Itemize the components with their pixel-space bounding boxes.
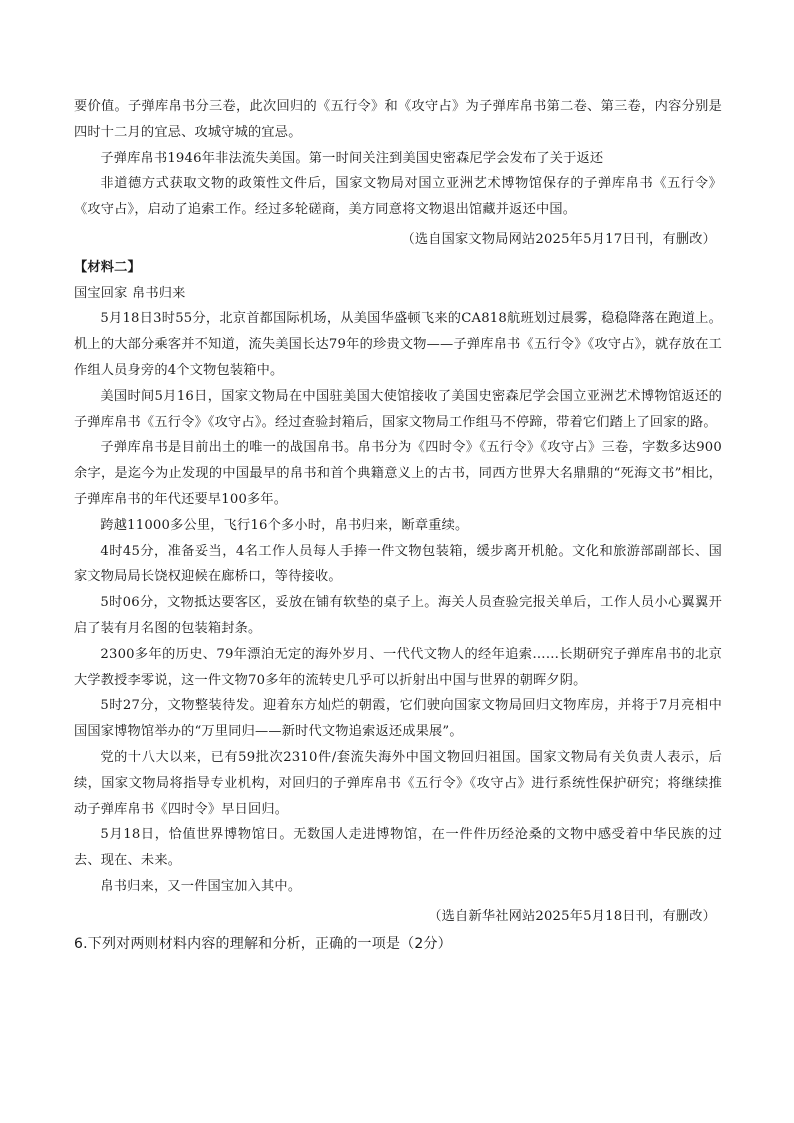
material1-paragraph-2: 子弹库帛书1946年非法流失美国。第一时间关注到美国史密森尼学会发布了关于返还 (100, 150, 604, 166)
material2-paragraph: 子弹库帛书是目前出土的唯一的战国帛书。帛书分为《四时令》《五行令》《攻守占》三卷，字数多达900余字，是迄今为止发现的中国最早的帛书和首个典籍意义上的古书，同西方世界大名鼎鼎的“死海文书”相比，子弹库帛书的年代还要早100多年。 (74, 440, 722, 507)
material1-source: （选自国家文物局网站2025年5月17日刊，有删改） (401, 231, 716, 247)
material2-paragraph: 党的十八大以来，已有59批次2310件/套流失海外中国文物回归祖国。国家文物局有关负责人表示，后续，国家文物局将指导专业机构，对回归的子弹库帛书《五行令》《攻守占》进行系统性保护研究；将继续推动子弹库帛书《四时令》早日回归。 (74, 749, 722, 817)
material2-paragraph: 5时27分，文物整装待发。迎着东方灿烂的朝霞，它们驶向国家文物局回归文物库房，并将于7月亮相中国国家博物馆举办的“万里同归——新时代文物追索返还成果展”。 (74, 698, 722, 740)
material2-paragraph: 4时45分，准备妥当，4名工作人员每人手捧一件文物包装箱，缓步离开机舱。文化和旅游部副部长、国家文物局局长饶权迎候在廊桥口，等待接收。 (74, 543, 722, 585)
material2-title: 国宝回家 帛书归来 (74, 285, 186, 301)
material1-paragraph-3: 非道德方式获取文物的政策性文件后，国家文物局对国立亚洲艺术博物馆保存的子弹库帛书《五行令》《攻守占》，启动了追索工作。经过多轮磋商，美方同意将文物退出馆藏并返还中国。 (74, 176, 722, 218)
material2-paragraph: 跨越11000多公里，飞行16个多小时，帛书归来，断章重续。 (100, 517, 469, 533)
material2-paragraph: 帛书归来，又一件国宝加入其中。 (100, 878, 302, 894)
material2-header: 【材料二】 (74, 259, 141, 275)
material2-paragraph: 2300多年的历史、79年漂泊无定的海外岁月、一代代文物人的经年追索……长期研究子弹库帛书的北京大学教授李零说，这一件文物70多年的流转史几乎可以折射出中国与世界的朝晖夕阴。 (74, 646, 722, 688)
material1-paragraph-1: 要价值。子弹库帛书分三卷，此次回归的《五行令》和《攻守占》为子弹库帛书第二卷、第三卷，内容分别是四时十二月的宜忌、攻城守城的宜忌。 (74, 99, 722, 140)
material2-source: （选自新华社网站2025年5月18日刊，有删改） (428, 908, 716, 924)
question-6: 6.下列对两则材料内容的理解和分析，正确的一项是（2分） (74, 935, 452, 952)
material2-paragraph: 美国时间5月16日，国家文物局在中国驻美国大使馆接收了美国史密森尼学会国立亚洲艺术博物馆返还的子弹库帛书《五行令》《攻守占》。经过查验封箱后，国家文物局工作组马不停蹄，带着它们踏上了回家的路。 (74, 388, 722, 430)
material2-paragraph: 5月18日3时55分，北京首都国际机场，从美国华盛顿飞来的CA818航班划过晨雾，稳稳降落在跑道上。机上的大部分乘客并不知道，流失美国长达79年的珍贵文物——子弹库帛书《五行令》《攻守占》，就存放在工作组人员身旁的4个文物包装箱中。 (74, 311, 722, 378)
material2-paragraph: 5月18日，恰值世界博物馆日。无数国人走进博物馆，在一件件历经沧桑的文物中感受着中华民族的过去、现在、未来。 (74, 827, 722, 869)
document-page (74, 94, 722, 956)
material2-paragraph: 5时06分，文物抵达要客区，妥放在铺有软垫的桌子上。海关人员查验完报关单后，工作人员小心翼翼开启了装有月名图的包装箱封条。 (74, 595, 722, 636)
